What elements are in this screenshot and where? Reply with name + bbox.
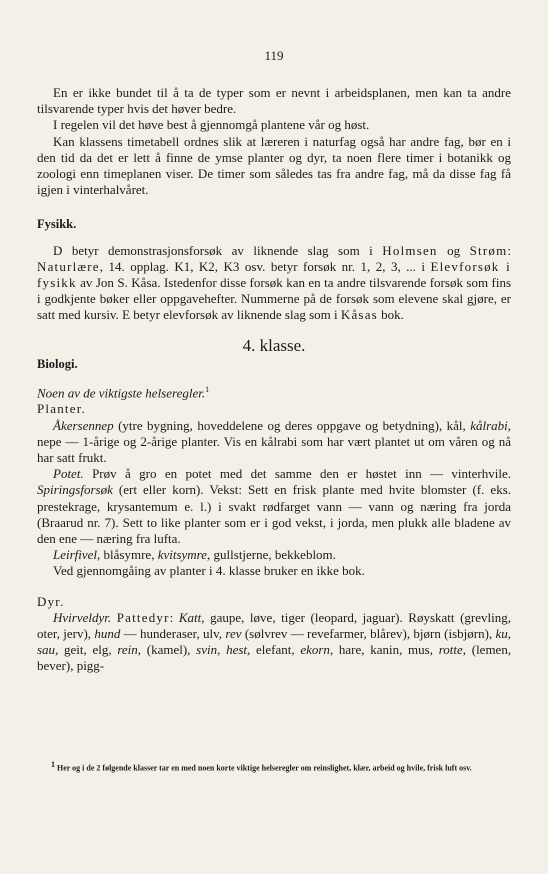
planter-label: Planter.	[37, 401, 86, 417]
planter-paragraph-1: Åkersennep (ytre bygning, hoveddelene og deres oppgave og betydning), kål, kålrabi, nepe — 1-årige og 2-årige planter. Vis en kålrabi som har vært plantet ut om våren og nå har satt frukt.	[37, 417, 512, 465]
book-title: Naturlære	[37, 258, 100, 274]
book-title: Elevforsøk i fysikk	[37, 258, 511, 291]
footnote-number: 1	[51, 760, 55, 769]
intro-paragraph-1: En er ikke bundet til å ta de typer som er nevnt i arbeidsplanen, men kan ta andre tilsvarende typer hvis det høver bedre.	[37, 85, 511, 117]
page-number: 119	[264, 48, 284, 63]
footnote: $^1$ Her og i de 2 følgende klasser tar en med noen korte viktige helseregler om reinslighet, klær, arbeid og hvile, frisk luft osv.	[51, 760, 472, 773]
intro-paragraph-2: I regelen vil det høve best å gjennomgå plantene vår og høst.	[53, 117, 370, 133]
intro-paragraph-3: Kan klassens timetabell ordnes slik at læreren i naturfag også har andre fag, bør en i den tid da det er lett å finne de ymse planter og dyr, ta noen flere timer i botanikk og zoologi enn timeplanen viser. De timer som således tas fra andre fag, må da disse fag få igjen i vinterhalvåret.	[37, 133, 511, 198]
planter-paragraph-2: Potet. Prøv å gro en potet med det samme den er høstet inn — vinterhvile. Spiringsforsøk (ert eller korn). Vekst: Sett en frisk plante med hvite blomster (f. eks. prestekrage, krysantemum e. l.) i svakt rødfarget vann — vann og næring fra jorda (Braarud nr. 7). Sett to like planter som er i god vekst, i jorda, men plukk alle bladene av den ene — næring fra lufta.	[37, 466, 512, 546]
section-title: 4. klasse.	[242, 335, 306, 355]
planter-paragraph-4: Ved gjennomgåing av planter i 4. klasse bruker en ikke bok.	[53, 563, 365, 579]
author-name: Kåsas	[340, 307, 378, 323]
biologi-subtitle: Noen av de viktigste helseregler.$^1$	[37, 384, 210, 401]
dyr-paragraph: Hvirveldyr. Pattedyr: Katt, gaupe, løve, tiger (leopard, jaguar). Røyskatt (grevling, oter, jerv), hund — hunderaser, ulv, rev (sølvrev — revefarmer, blårev), bjørn (isbjørn), ku, sau, geit, elg, rein, (kamel), svin, hest, elefant, ekorn, hare, kanin, mus, rotte, (lemen, bever), pigg-	[37, 609, 512, 674]
author-name: Holmsen	[382, 242, 438, 258]
fysikk-heading: Fysikk.	[37, 217, 77, 232]
dyr-label: Dyr.	[37, 593, 65, 609]
page-body	[37, 85, 511, 675]
biologi-heading: Biologi.	[37, 356, 78, 371]
fysikk-paragraph: D betyr demonstrasjonsforsøk av liknende slag som i Holmsen og Strøm: Naturlære, 14. opplag. K1, K2, K3 osv. betyr forsøk nr. 1, 2, 3, ... i Elevforsøk i fysikk av Jon S. Kåsa. Istedenfor disse forsøk kan en ta andre tilsvarende forsøk som fins i godkjente bøker eller oppgavehefter. Nummerne på de forsøk som elevene skal gjøre, er satt med kursiv. E betyr elevforsøk av liknende slag som i Kåsas bok.	[37, 242, 512, 323]
planter-paragraph-3: Leirfivel, blåsymre, kvitsymre, gullstjerne, bekkeblom.	[53, 547, 336, 563]
author-name: Strøm	[469, 242, 508, 258]
footnote-marker: 1	[205, 384, 210, 394]
